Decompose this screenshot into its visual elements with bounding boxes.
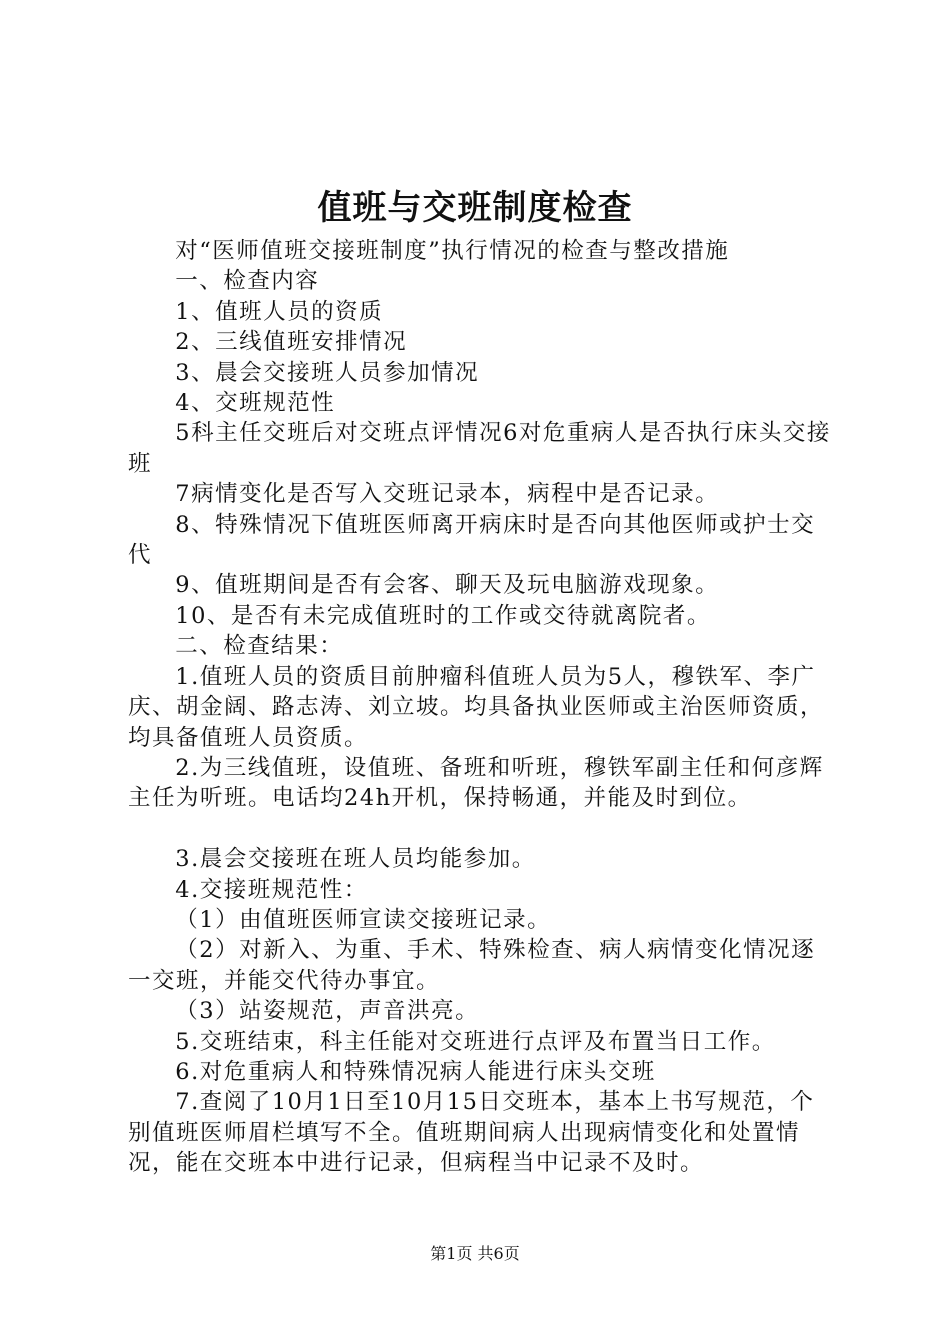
paragraph: 2.为三线值班，设值班、备班和听班，穆铁军副主任和何彦辉主任为听班。电话均24h开机，保持畅通，并能及时到位。 xyxy=(128,754,824,812)
page-footer: 第1页 共6页 xyxy=(430,1244,520,1263)
paragraph: 一、检查内容 xyxy=(175,268,320,295)
paragraph: 3.晨会交接班在班人员均能参加。 xyxy=(175,846,536,873)
paragraph: 3、晨会交接班人员参加情况 xyxy=(175,359,480,386)
paragraph: 1、值班人员的资质 xyxy=(175,298,384,325)
blank-line xyxy=(128,814,836,844)
paragraph: 2、三线值班安排情况 xyxy=(175,329,408,356)
paragraph: 5.交班结束，科主任能对交班进行点评及布置当日工作。 xyxy=(175,1028,776,1055)
paragraph: 7病情变化是否写入交班记录本，病程中是否记录。 xyxy=(175,481,720,508)
document-body xyxy=(128,236,836,1179)
paragraph: 4.交接班规范性： xyxy=(175,876,368,903)
paragraph: 9、值班期间是否有会客、聊天及玩电脑游戏现象。 xyxy=(175,572,720,599)
paragraph: 4、交班规范性 xyxy=(175,390,336,417)
paragraph: 5科主任交班后对交班点评情况6对危重病人是否执行床头交接班 xyxy=(128,420,831,477)
paragraph: 对“医师值班交接班制度”执行情况的检查与整改措施 xyxy=(175,238,730,264)
document-title: 值班与交班制度检查 xyxy=(317,188,633,228)
paragraph: （1）由值班医师宣读交接班记录。 xyxy=(175,906,552,933)
paragraph: （3）站姿规范，声音洪亮。 xyxy=(175,998,480,1025)
paragraph: 6.对危重病人和特殊情况病人能进行床头交班 xyxy=(175,1058,656,1085)
paragraph: 二、检查结果： xyxy=(175,633,344,660)
paragraph: 10、是否有未完成值班时的工作或交待就离院者。 xyxy=(175,602,711,629)
paragraph: 1.值班人员的资质目前肿瘤科值班人员为5人，穆铁军、李广庆、胡金阔、路志涛、刘立坡。均具备执业医师或主治医师资质，均具备值班人员资质。 xyxy=(128,663,825,751)
paragraph: （2）对新入、为重、手术、特殊检查、病人病情变化情况逐一交班，并能交代待办事宜。 xyxy=(128,937,816,994)
paragraph: 8、特殊情况下值班医师离开病床时是否向其他医师或护士交代 xyxy=(128,511,816,569)
paragraph: 7.查阅了10月1日至10月15日交班本，基本上书写规范，个别值班医师眉栏填写不全。值班期间病人出现病情变化和处置情况，能在交班本中进行记录，但病程当中记录不及时。 xyxy=(128,1089,815,1177)
